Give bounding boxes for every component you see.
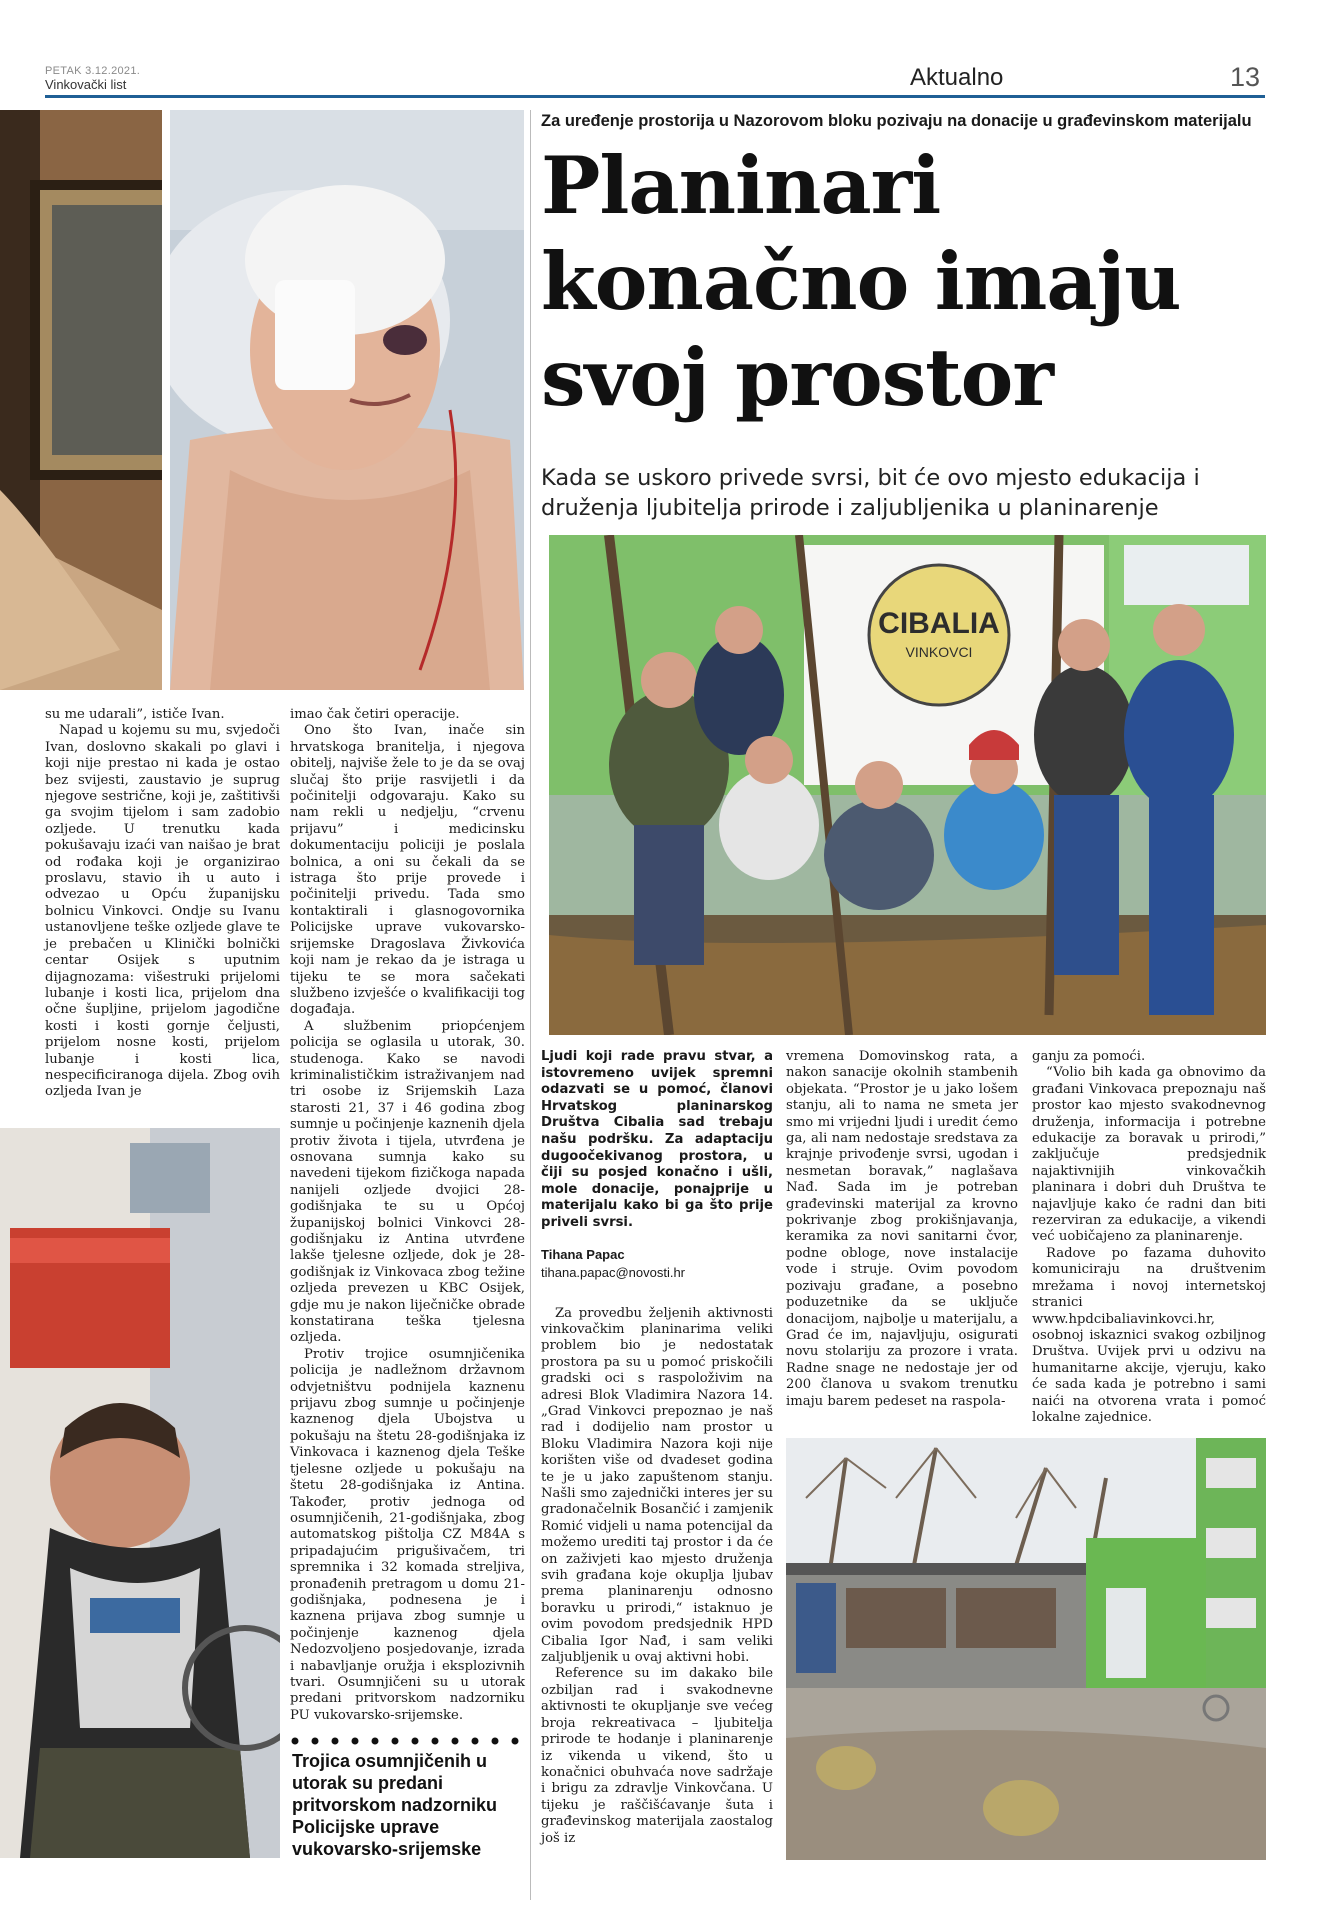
paragraph: Radove po fazama duhovito komuniciraju na društvenim mrežama i novoj internetskoj stranici www.hpdcibaliavinkovci.hr, osobnoj iskaznici svakog ozbiljnog Društva. Uvijek prvi u odzivu na humanitarne akcije, vjeruju, kako će sada kada je potrebno i sami naići na otvorena vrata i pomoć lokalne zajednice. — [1032, 1245, 1266, 1425]
headline-line: konačno imaju — [541, 235, 1181, 328]
subheadline: Kada se uskoro privede svrsi, bit će ovo mjesto edukacija i druženja ljubitelja prirode i zaljubljenika u planinarenje — [541, 465, 1200, 521]
main-article-col-2 — [786, 1049, 1018, 1410]
main-article-col-1 — [541, 1049, 773, 1847]
kicker: Za uređenje prostorija u Nazorovom bloku pozivaju na donacije u građevinskom materijalu — [541, 112, 1252, 130]
paragraph: su me udarali”, ističe Ivan. — [45, 707, 225, 722]
paragraph: Reference su im dakako bile ozbiljan rad i svakodnevne aktivnosti te okupljanje sve većeg broja rekreativaca – ljubitelja prirode te hodanje i planinarenje iz vikenda u vikend, što u konačnici obuhvaća nove sadržaje i brigu za zdravlje Vinkovčana. U tijeku je raščišćavanje šuta i građevinskog materijala zaostalog još iz — [541, 1666, 773, 1846]
left-article-col-1 — [45, 707, 280, 1101]
section-title: Aktualno — [910, 64, 1004, 91]
paragraph: A službenim priopćenjem policija se oglasila u utorak, 30. studenoga. Kako se navodi kriminalističkim istraživanjem nad tri osobe iz Srijemskih Laza starosti 21, 37 i 46 godina zbog sumnje u počinjenje kaznenih djela protiv života i tijela, utvrđena je osnovana sumnja kako su navedeni tijekom fizičkoga napada nanijeli ozljede dvojici 28-godišnjaka te su u Općoj županijskoj bolnici Vinkovci 28-godišnjaku iz Antina utvrđene lakše tjelesne ozljede, dok je 28-godišnjak iz Vinkovaca zbog težine ozljeda prevezen u KBC Osijek, gdje mu je nakon liječničke obrade konstatirana teška tjelesna ozljeda. — [290, 1018, 525, 1346]
main-article-col-3 — [1032, 1049, 1266, 1426]
headline — [541, 138, 1266, 426]
column-divider — [530, 110, 531, 1900]
paper-name: Vinkovački list — [45, 76, 127, 92]
pullquote-dots — [290, 1736, 525, 1746]
header-rule — [45, 95, 1265, 98]
paragraph: vremena Domovinskog rata, a nakon sanacije okolnih stambenih objekata. “Prostor je u jako lošem stanju, ali to nama ne smeta jer smo mi vrijedni ljudi i uredit ćemo ga, ali nam nedostaje sredstava za krajnje privođenje svrsi, ugodan i nesmetan boravak,” naglašava Nađ. Sada im je potreban građevinski materijal za krovno pokrivanje zbog prokišnjavanja, keramika za novi sanitarni čvor, podne obloge, nove instalacije vode i struje. Ovim povodom pozivaju građane, a posebno poduzetnike da se uključe donacijom, najbolje u materijalu, a Grad će im, najavljuju, osigurati novu stolariju za prozore i vrata. Radne snage ne nedostaje jer od 200 članova u svakom trenutku imaju barem pedeset na raspola- — [786, 1049, 1018, 1409]
masthead — [45, 66, 140, 91]
lead-paragraph: Ljudi koji rade pravu stvar, a istovremeno uvijek spremni odazvati se u pomoć, članovi Hrvatskog planinarskog Društva Cibalia sad trebaju našu podršku. Za adaptaciju dugoočekivanog prostora, u čiji su posjed konačno i ušli, mole donacije, ponajprije u materijalu kako bi ga što prije priveli svrsi. — [541, 1049, 773, 1230]
banner-text-cibalia: CIBALIA — [878, 607, 1000, 640]
photo-injured-man-wheelchair — [0, 1128, 280, 1858]
paragraph: Za provedbu željenih aktivnosti vinkovačkim planinarima veliki problem bio je nedostatak prostora pa su u pomoć priskočili gradski oci s raspoloživim na adresi Blok Vladimira Nazora 14. „Grad Vinkovci prepoznao je naš rad i dodijelio nam prostor u Bloku Vladimira Nazora koji nije korišten više od dvadeset godina te je u jako zapuštenom stanju. Našli smo zajednički interes jer su gradonačelnik Bosančić i zamjenik Romić vidjeli u nama potencijal da možemo urediti taj prostor i da će on zaživjeti kao mjesto druženja svih građana koje okuplja ljubav prema planinarenju odnosno boravku u prirodi,“ istaknuo je ovim povodom predsjednik HPD Cibalia Igor Nađ, i sam veliki zaljubljenik u ovaj aktivni hobi. — [541, 1305, 773, 1666]
photo-injured-man-hospital — [170, 110, 524, 690]
author-email: tihana.papac@novosti.hr — [541, 1264, 686, 1280]
paragraph: Napad u kojemu su mu, svjedoči Ivan, doslovno skakali po glavi i koji nije prestao ni kada je ostao bez svijesti, zaustavio je suprug njegove sestrične, koji je, zaštitivši ga svojim tijelom i sam zadobio ozljede. U trenutku kada pokušavaju izaći van naišao je brat od rođaka koji je organizirao proslavu, stavio ih u auto i odvezao u Opću županijsku bolnicu Vinkovci. Ondje su Ivanu ustanovljene teške ozljede glave te je prebačen u Klinički bolnički centar Osijek s uputnim dijagnozama: višestruki prijelomi lubanje i kosti lica, prijelom dna očne šupljine, prijelom jagodične kosti i kosti gornje čeljusti, prijelom nosne kosti, prijelom lubanje i kosti lica, nespecificiranoga dijela. Zbog ovih ozljeda Ivan je — [45, 723, 280, 1100]
paragraph: Ono što Ivan, inače sin hrvatskoga branitelja, i njegova obitelj, najviše žele to je da se ovaj slučaj što prije rasvijetli i da počinitelji odgovaraju. Kako su nam rekli u nedjelju, “crvenu prijavu” i medicinsku dokumentaciju policiji je poslala bolnica, a oni su čekali da se istraga što prije provede i počinitelji privedu. Tada smo kontaktirali i glasnogovornika Policijske uprave vukovarsko-srijemske Dragoslava Živkovića koji nam je rekao da je istraga u tijeku te se mora sačekati službeno izvješće o kvalifikaciji tog događaja. — [290, 723, 525, 1018]
photo-room-wall — [0, 110, 162, 690]
paragraph: ganju za pomoći. — [1032, 1049, 1146, 1064]
paragraph: Protiv trojice osumnjičenika policija je nadležnom državnom odvjetništvu podnijela kaznenu prijavu zbog sumnje u počinjenje kaznenog djela Ubojstva u pokušaju na štetu 28-godišnjaka iz Vinkovaca i kaznenog djela Teške tjelesne ozljede u pokušaju na štetu 28-godišnjaka iz Antina. Također, protiv jednoga od osumnjičenih, 21-godišnjaka, zbog automatskog pištolja CZ M84A s pripadajućim prigušivačem, tri spremnika i 32 komada streljiva, pronađenih pretragom u domu 21-godišnjaka, podnesena je i kaznena prijava zbog sumnje u počinjenje kaznenog djela Nedozvoljeno posjedovanje, izrada i nabavljanje oružja i eksplozivnih tvari. Osumnjičeni su u utorak predani pritvorskom nadzorniku PU vukovarsko-srijemske. — [290, 1346, 525, 1723]
pullquote: Trojica osumnjičenih u utorak su predani pritvorskom nadzorniku Policijske uprave vukovarsko-srijemske — [292, 1751, 498, 1859]
byline — [541, 1246, 773, 1282]
paragraph: imao čak četiri operacije. — [290, 707, 460, 722]
banner-text-vinkovci: VINKOVCI — [905, 644, 973, 660]
headline-line: svoj prostor — [541, 331, 1053, 424]
left-article-col-2 — [290, 707, 525, 1724]
headline-line: Planinari — [541, 139, 941, 232]
paragraph: “Volio bih kada ga obnovimo da građani Vinkovaca prepoznaju naš prostor kao mjesto svakodnevnog druženja, informacija i potrebne edukacije za boravak u prirodi,” zaključuje predsjednik najaktivnijih vinkovačkih planinara i dobri duh Društva te najavljuje kako će radni dan biti rezerviran za edukacije, a vikendi već uobičajeno za planinarenje. — [1032, 1065, 1266, 1245]
photo-hiking-club-members — [549, 535, 1266, 1035]
page-number: 13 — [1230, 62, 1261, 92]
issue-date: PETAK 3.12.2021. — [45, 65, 141, 77]
author-name: Tihana Papac — [541, 1246, 625, 1262]
photo-club-building — [786, 1438, 1266, 1860]
